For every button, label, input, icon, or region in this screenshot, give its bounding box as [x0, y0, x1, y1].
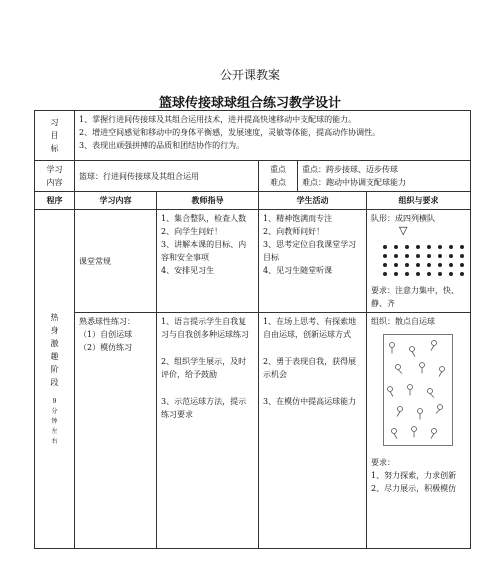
- table-row: [35, 210, 471, 313]
- col-content: 学习内容: [75, 192, 157, 210]
- col-organization: 组织与要求: [367, 192, 471, 210]
- row2-organization: 组织：散点自运球 要求： 1、努力探索，力求创新 2、尽力展示，积极模仿: [367, 313, 471, 549]
- scattered-dribble-diagram: [383, 334, 453, 446]
- phase-label: 热 身 激 趣 阶 段 9 分 钟 左 右: [35, 210, 75, 549]
- formation-dots: [383, 245, 466, 276]
- key-difficulty-label: 重点 难点: [259, 161, 298, 191]
- content-text: 篮球：行进间传接球及其组合运用: [75, 161, 259, 192]
- content-label: 学习 内容: [35, 161, 75, 192]
- col-student: 学生活动: [259, 192, 367, 210]
- lesson-table: [34, 110, 471, 549]
- row2-content: 熟悉球性练习： （1）自创运球 （2）模仿练习: [75, 313, 157, 549]
- key-difficulty-text: 重点：跨步接球、迈步传球 难点：跑动中协调支配球能力: [302, 165, 406, 187]
- row1-organization: 队形：成四列横队 ▽ 要求：注意力集中，快、静、齐: [367, 210, 471, 313]
- objectives-text: 1、掌握行进间传接球及其组合运用技术，进并提高快速移动中支配球的能力。 2、增进空间感觉和移动中的身体平衡感，发展速度，灵敏等体能，提高动作协调性。 3、表现出顽强拼搏的品质和团结协作的行为。: [75, 111, 471, 161]
- table-row: [35, 313, 471, 549]
- col-teacher: 教师指导: [157, 192, 259, 210]
- row1-content: 课堂常规: [75, 210, 157, 313]
- page-top-title: 公开课教案: [219, 68, 280, 82]
- row1-teacher: 1、集合整队，检查人数 2、向学生问好！ 3、讲解本课的目标、内容和安全事项 4、安排见习生: [157, 210, 259, 313]
- row2-student: 1、在场上思考、有探索地自由运球，创新运球方式 2、勇于表现自我，获得展示机会 3、在模仿中提高运球能力: [259, 313, 367, 549]
- column-header-row: [35, 192, 471, 210]
- col-procedure: 程序: [35, 192, 75, 210]
- row2-teacher: 1、语言提示学生自我复习与自我创多种运球练习 2、组织学生展示，及时评价，给予鼓励 3、示范运球方法，提示练习要求: [157, 313, 259, 549]
- page-main-title: 篮球传接球球组合练习教学设计: [158, 96, 341, 111]
- content-row: [35, 161, 471, 192]
- objectives-label: 习 目 标: [35, 111, 75, 161]
- teacher-triangle-icon: ▽: [399, 224, 408, 237]
- key-difficulty-cell: [259, 161, 471, 192]
- row1-student: 1、精神饱满而专注 2、向教师问好！ 3、思考定位自我课堂学习目标 4、见习生随堂听课: [259, 210, 367, 313]
- objectives-row: [35, 111, 471, 161]
